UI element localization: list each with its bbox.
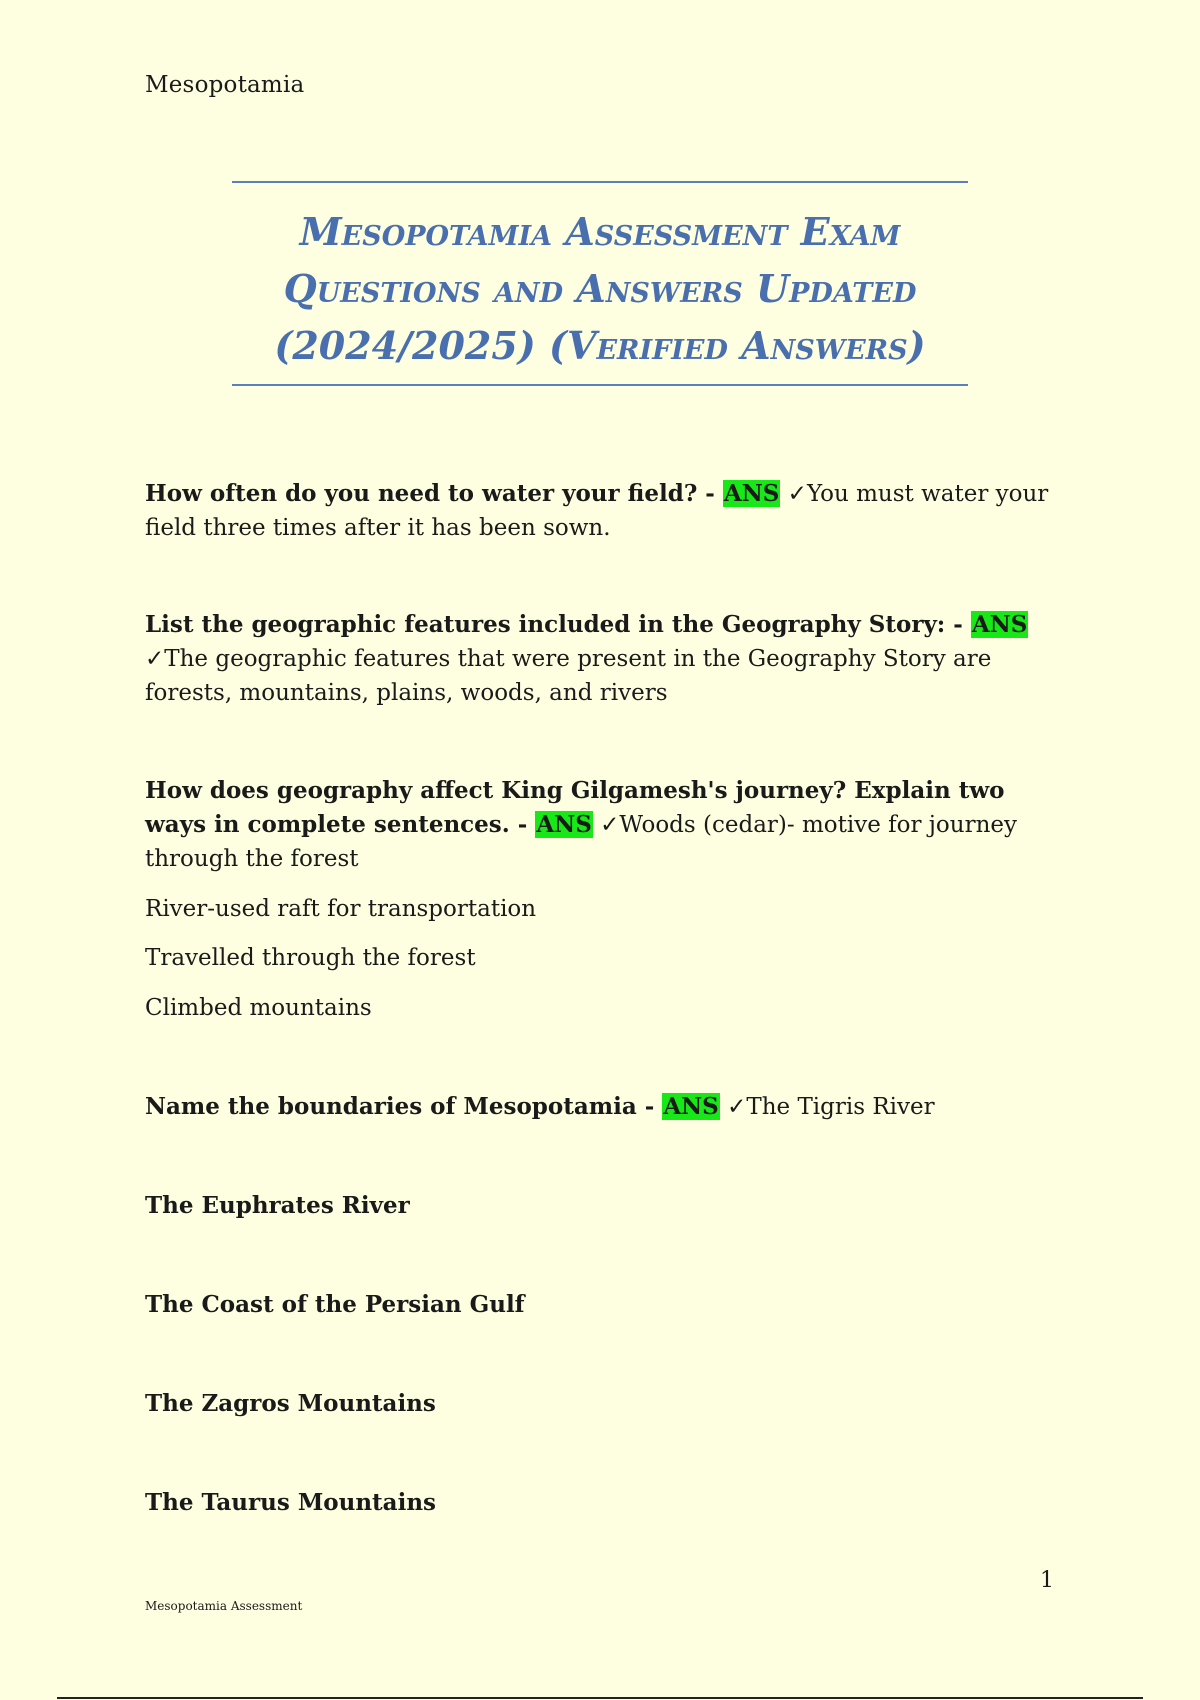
answer-text: You must water your field three times after it has been sown. bbox=[145, 481, 1049, 541]
title-line-2: Questions and Answers Updated bbox=[283, 266, 917, 311]
check-icon: ✓ bbox=[727, 1094, 747, 1120]
answer-text: Woods (cedar)- motive for journey through the forest bbox=[145, 812, 1018, 872]
question-text: How does geography affect King Gilgamesh's journey? Explain two ways in complete sentences. - bbox=[145, 777, 1005, 838]
question-text: List the geographic features included in the Geography Story: - bbox=[145, 611, 971, 638]
check-icon: ✓ bbox=[600, 812, 620, 838]
page-number: 1 bbox=[1040, 1568, 1054, 1593]
qa-item-2 bbox=[145, 608, 1065, 710]
boundary-line: The Euphrates River bbox=[145, 1192, 410, 1219]
qa-item-3 bbox=[145, 774, 1065, 876]
answer-text: The geographic features that were present in the Geography Story are forests, mountains, plains, woods, and rivers bbox=[145, 646, 992, 706]
boundary-line: The Coast of the Persian Gulf bbox=[145, 1291, 525, 1318]
qa-item-4 bbox=[145, 1090, 1065, 1124]
document-title bbox=[232, 181, 968, 386]
answer-line: Travelled through the forest bbox=[145, 945, 476, 971]
check-icon: ✓ bbox=[145, 646, 165, 672]
qa-item-1 bbox=[145, 477, 1065, 545]
boundary-line: The Zagros Mountains bbox=[145, 1390, 436, 1417]
title-line-3: (2024/2025) (Verified Answers) bbox=[274, 323, 926, 368]
footer-divider bbox=[57, 1697, 1143, 1699]
question-text: How often do you need to water your field? - bbox=[145, 480, 723, 507]
ans-label: ANS bbox=[971, 611, 1028, 638]
answer-text: The Tigris River bbox=[746, 1094, 935, 1120]
ans-label: ANS bbox=[536, 811, 592, 838]
title-line-1: Mesopotamia Assessment Exam bbox=[299, 209, 901, 254]
ans-label: ANS bbox=[663, 1093, 719, 1120]
question-text: Name the boundaries of Mesopotamia - bbox=[145, 1093, 663, 1120]
running-header: Mesopotamia bbox=[145, 72, 305, 98]
check-icon: ✓ bbox=[787, 481, 807, 507]
answer-line: Climbed mountains bbox=[145, 995, 372, 1021]
ans-label: ANS bbox=[723, 480, 780, 507]
boundary-line: The Taurus Mountains bbox=[145, 1489, 436, 1516]
answer-line: River-used raft for transportation bbox=[145, 896, 537, 922]
running-footer: Mesopotamia Assessment bbox=[145, 1599, 303, 1613]
